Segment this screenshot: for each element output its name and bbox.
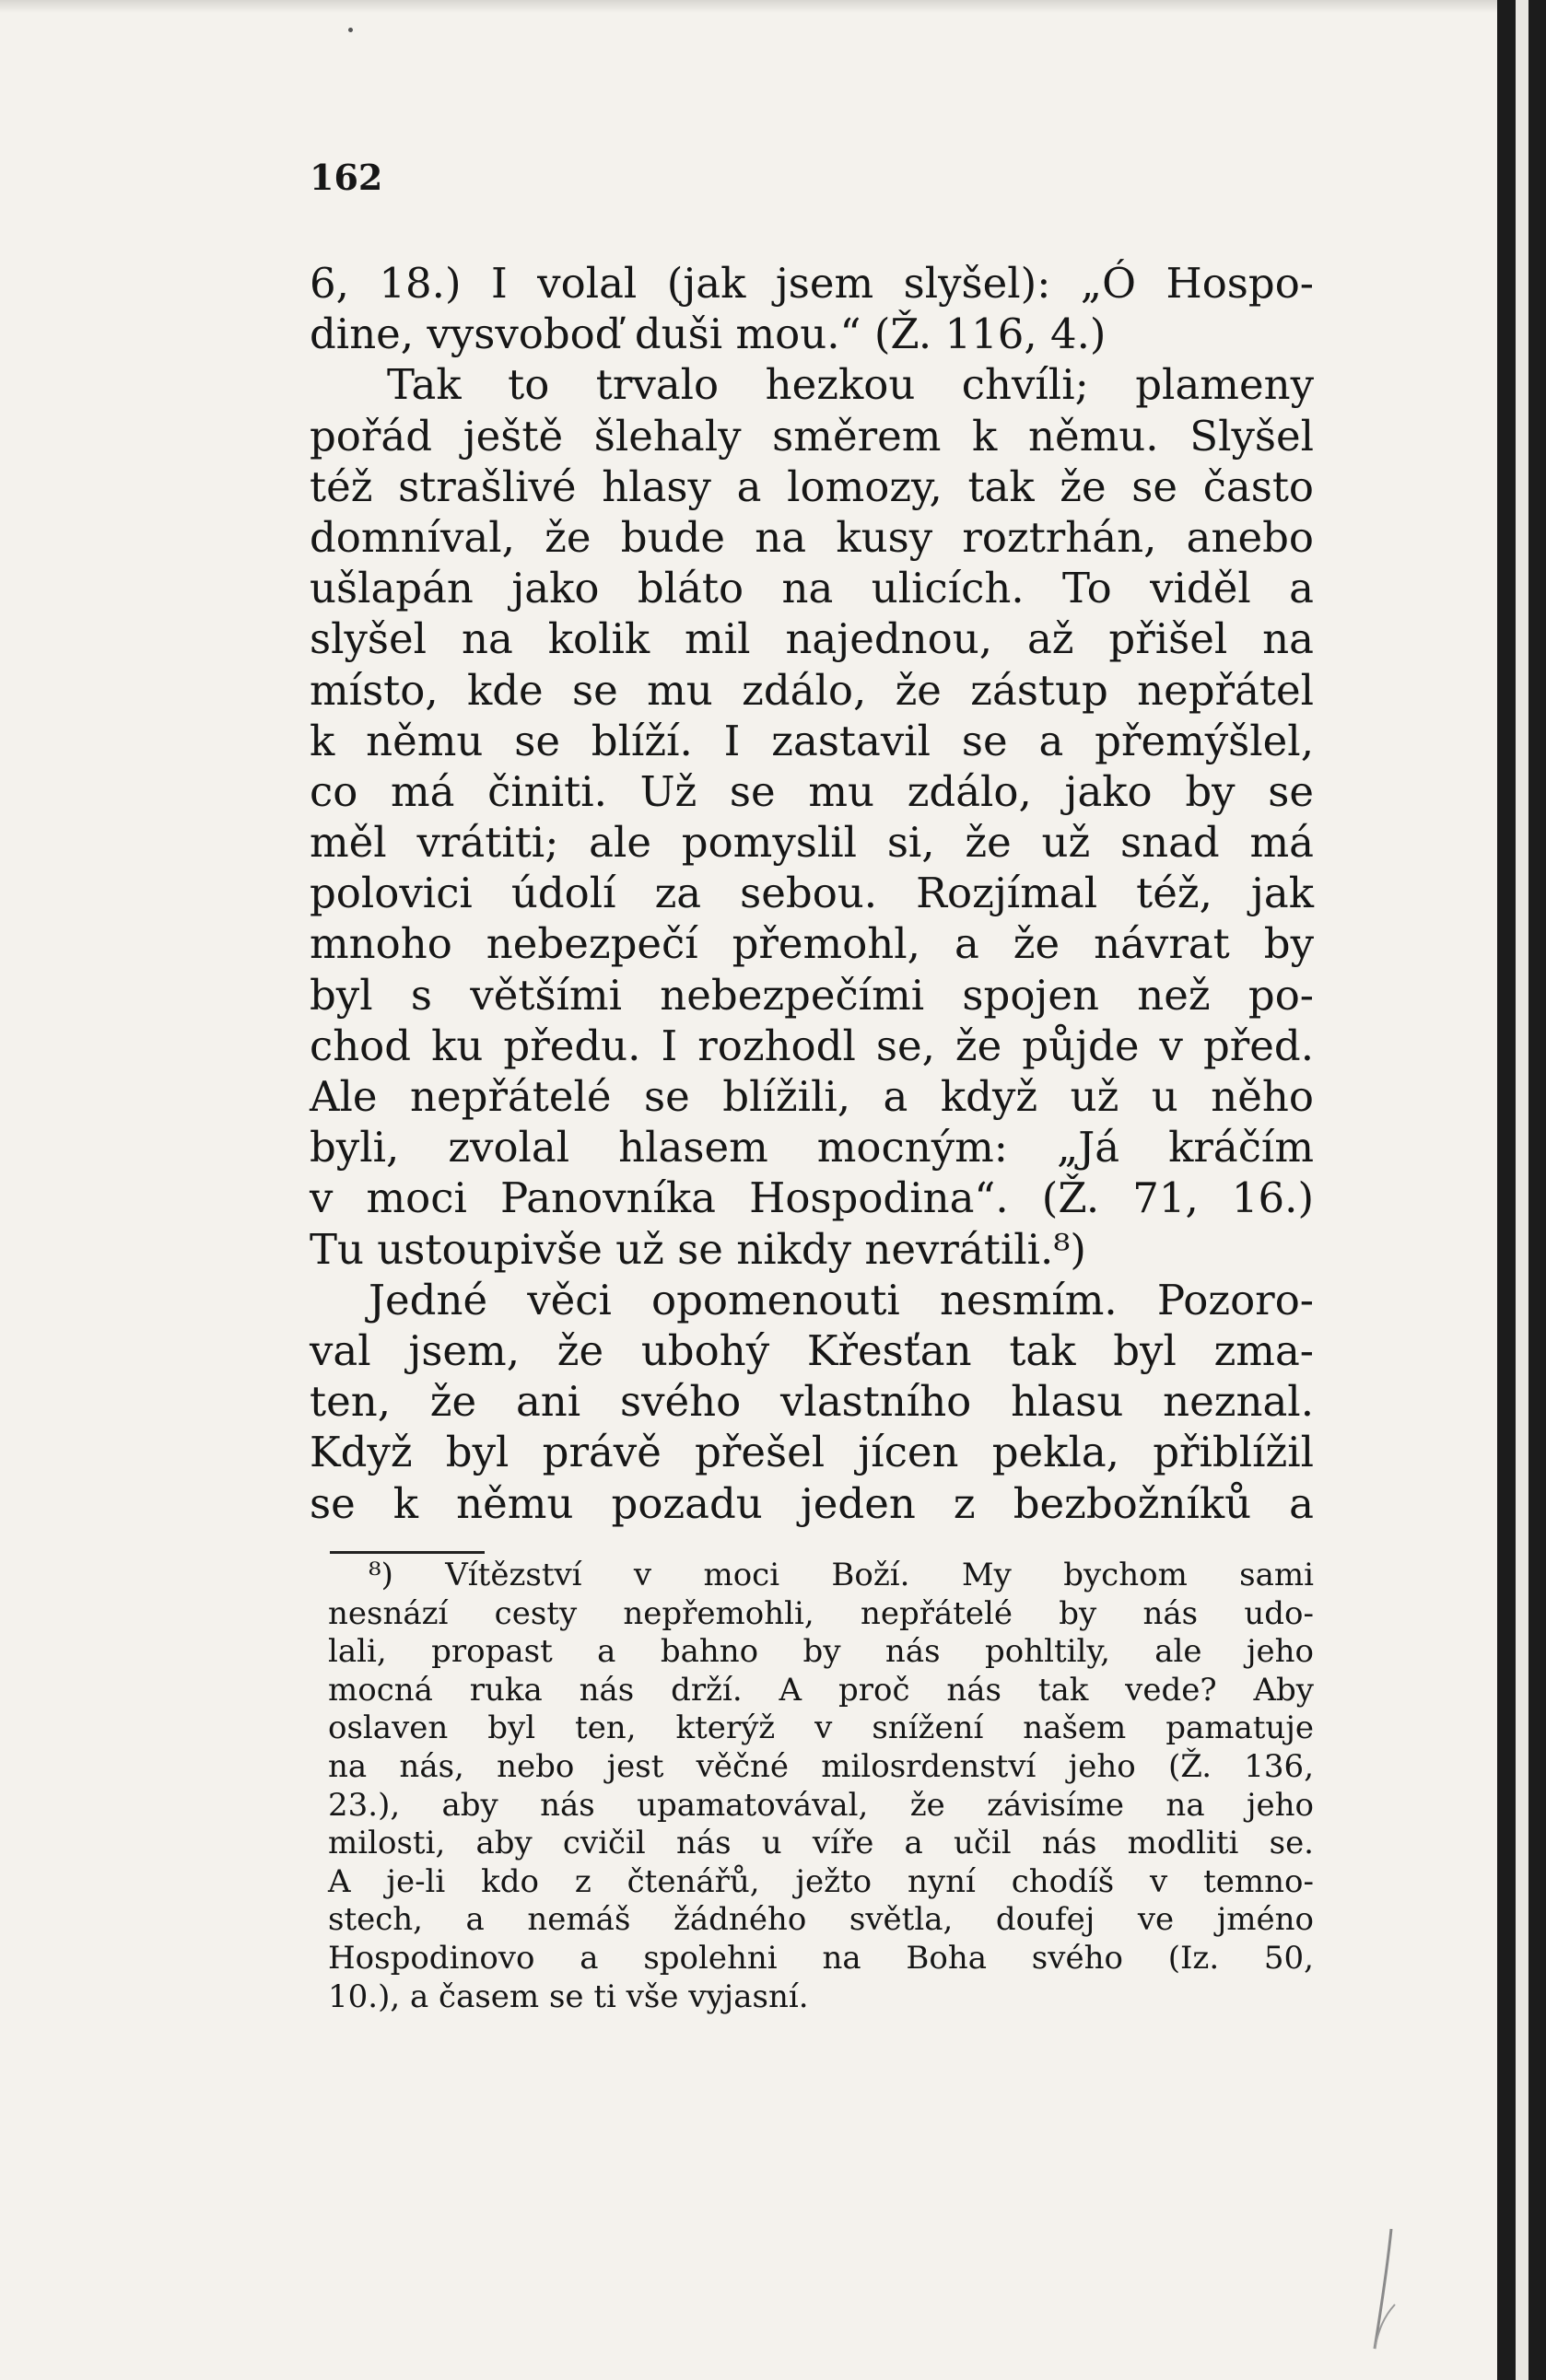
body-line: Jedné věci opomenouti nesmím. Pozoro- — [369, 1275, 1314, 1324]
footnote-line: 23.), aby nás upamatovával, že závisíme na jeho — [328, 1786, 1314, 1824]
body-line: val jsem, že ubohý Křesťan tak byl zma- — [310, 1325, 1314, 1375]
page-top-edge — [0, 0, 1497, 13]
footnote-line: mocná ruka nás drží. A proč nás tak vede? Aby — [328, 1671, 1314, 1709]
body-line: ušlapán jako bláto na ulicích. To viděl a — [310, 564, 1314, 613]
body-line: dine, vysvoboď duši mou.“ (Ž. 116, 4.) — [310, 309, 1107, 359]
body-line: též strašlivé hlasy a lomozy, tak že se často — [310, 461, 1314, 511]
footnote-text — [328, 1557, 1314, 2016]
footnote-line: lali, propast a bahno by nás pohltily, ale jeho — [328, 1633, 1314, 1671]
body-line: mnoho nebezpečí přemohl, a že návrat by — [310, 919, 1314, 969]
body-text — [310, 258, 1314, 1529]
footnote-line: na nás, nebo jest věčné milosrdenství jeho (Ž. 136, — [328, 1747, 1314, 1785]
body-line: domníval, že bude na kusy roztrhán, anebo — [310, 512, 1314, 562]
body-line: v moci Panovníka Hospodina“. (Ž. 71, 16.) — [310, 1173, 1314, 1223]
body-line: k němu se blíží. I zastavil se a přemýšlel, — [310, 716, 1314, 765]
body-line: Když byl právě přešel jícen pekla, přiblížil — [310, 1428, 1314, 1477]
scan-speck — [348, 28, 353, 32]
pencil-mark-icon — [1354, 2220, 1410, 2358]
body-line: místo, kde se mu zdálo, že zástup nepřátel — [310, 665, 1314, 715]
body-line: co má činiti. Už se mu zdálo, jako by se — [310, 766, 1314, 816]
footnote-rule — [330, 1551, 485, 1554]
body-line: byli, zvolal hlasem mocným: „Já kráčím — [310, 1123, 1314, 1172]
footnote-line: nesnází cesty nepřemohli, nepřátelé by nás udo- — [328, 1594, 1314, 1632]
body-line: Tak to trvalo hezkou chvíli; plameny — [387, 360, 1314, 410]
footnote-line: Hospodinovo a spolehni na Boha svého (Iz. 50, — [328, 1939, 1314, 1977]
body-line: byl s většími nebezpečími spojen než po- — [310, 970, 1314, 1020]
footnote-line: A je-li kdo z čtenářů, ježto nyní chodíš v temno- — [328, 1862, 1314, 1900]
body-line: polovici údolí za sebou. Rozjímal též, jak — [310, 869, 1314, 918]
footnote-line: 10.), a časem se ti vše vyjasní. — [328, 1978, 809, 2015]
footnote-line: oslaven byl ten, kterýž v snížení našem pamatuje — [328, 1709, 1314, 1747]
body-line: 6, 18.) I volal (jak jsem slyšel): „Ó Hospo- — [310, 259, 1314, 308]
page-number: 162 — [310, 157, 383, 198]
body-line: Tu ustoupivše už se nikdy nevrátili.⁸) — [310, 1224, 1086, 1274]
body-line: se k němu pozadu jeden z bezbožníků a — [310, 1478, 1314, 1528]
body-line: Ale nepřátelé se blížili, a když už u něho — [310, 1072, 1314, 1121]
body-line: měl vrátiti; ale pomyslil si, že už snad má — [310, 818, 1314, 868]
body-line: slyšel na kolik mil najednou, až přišel na — [310, 614, 1314, 664]
footnote-line: stech, a nemáš žádného světla, doufej ve jméno — [328, 1901, 1314, 1939]
body-line: chod ku předu. I rozhodl se, že půjde v před. — [310, 1021, 1314, 1070]
footnote-line: milosti, aby cvičil nás u víře a učil nás modliti se. — [328, 1825, 1314, 1862]
body-line: ten, že ani svého vlastního hlasu neznal. — [310, 1377, 1314, 1427]
body-line: pořád ještě šlehaly směrem k němu. Slyšel — [310, 411, 1314, 461]
footnote-line: ⁸) Vítězství v moci Boží. My bychom sami — [369, 1557, 1314, 1593]
page-right-edge — [1497, 0, 1546, 2380]
